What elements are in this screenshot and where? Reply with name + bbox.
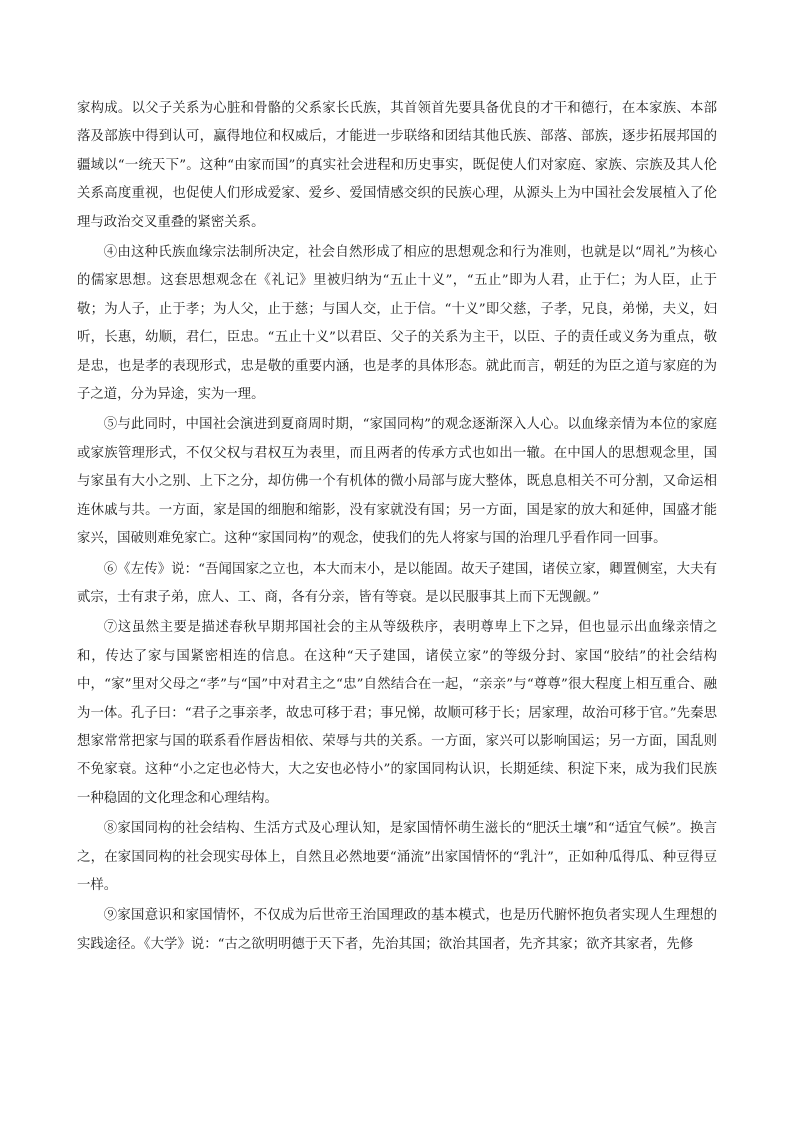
paragraph-8: ⑧家国同构的社会结构、生活方式及心理认知，是家国情怀萌生滋长的“肥沃土壤”和“适宜气候”。换言之，在家国同构的社会现实母体上，自然且必然地要“涌流”出家国情怀的“乳汁”，正如种瓜得瓜、种豆得豆一样。 (77, 821, 717, 893)
paragraph-4: ④由这种氏族血缘宗法制所决定，社会自然形成了相应的思想观念和行为准则，也就是以“周礼”为核心的儒家思想。这套思想观念在《礼记》里被归纳为“五止十义”，“五止”即为人君，止于仁；为人臣，止于敬；为人子，止于孝；为人父，止于慈；与国人交，止于信。“十义”即父慈，子孝，兄良，弟悌，夫义，妇听，长惠，幼顺，君仁，臣忠。“五止十义”以君臣、父子的关系为主干，以臣、子的责任或义务为重点，敬是忠，也是孝的表现形式，忠是敬的重要内涵，也是孝的具体形态。就此而言，朝廷的为臣之道与家庭的为子之道，分为异途，实为一理。 (77, 245, 717, 403)
paragraph-7: ⑦这虽然主要是描述春秋早期邦国社会的主从等级秩序，表明尊卑上下之异，但也显示出血缘亲情之和，传达了家与国紧密相连的信息。在这种“天子建国，诸侯立家”的等级分封、家国“胶结”的社会结构中，“家”里对父母之“孝”与“国”中对君主之“忠”自然结合在一起，“亲亲”与“尊尊”很大程度上相互重合、融为一体。孔子曰：“君子之事亲孝，故忠可移于君；事兄悌，故顺可移于长；居家理，故治可移于官。”先秦思想家常常把家与国的联系看作唇齿相依、荣辱与共的关系。一方面，家兴可以影响国运；另一方面，国乱则不免家衰。这种“小之定也必恃大，大之安也必恃小”的家国同构认识，长期延续、积淀下来，成为我们民族一种稳固的文化理念和心理结构。 (77, 620, 717, 806)
paragraph-continued: 家构成。以父子关系为心脏和骨骼的父系家长氏族，其首领首先要具备优良的才干和德行，在本家族、本部落及部族中得到认可，赢得地位和权威后，才能进一步联络和团结其他氏族、部落、部族，逐步拓展邦国的疆域以“一统天下”。这种“由家而国”的真实社会进程和历史事实，既促使人们对家庭、家族、宗族及其人伦关系高度重视，也促使人们形成爱家、爱乡、爱国情感交织的民族心理，从源头上为中国社会发展植入了伦理与政治交叉重叠的紧密关系。 (77, 101, 717, 230)
paragraph-6: ⑥《左传》说：“吾闻国家之立也，本大而末小，是以能固。故天子建国，诸侯立家，卿置侧室，大夫有贰宗，士有隶子弟，庶人、工、商，各有分亲，皆有等衰。是以民服事其上而下无觊觎。” (77, 561, 717, 605)
paragraph-9: ⑨家国意识和家国情怀，不仅成为后世帝王治国理政的基本模式，也是历代腑怀抱负者实现人生理想的实践途径。《大学》说：“古之欲明明德于天下者，先治其国；欲治其国者，先齐其家；欲齐其家者，先修 (77, 908, 717, 952)
paragraph-5: ⑤与此同时，中国社会演进到夏商周时期，“家国同构”的观念逐渐深入人心。以血缘亲情为本位的家庭或家族管理形式，不仅父权与君权互为表里，而且两者的传承方式也如出一辙。在中国人的思想观念里，国与家虽有大小之别、上下之分，却仿佛一个有机体的微小局部与庞大整体，既息息相关不可分割，又命运相连休戚与共。一方面，家是国的细胞和缩影，没有家就没有国；另一方面，国是家的放大和延伸，国盛才能家兴，国破则难免家亡。这种“家国同构”的观念，使我们的先人将家与国的治理几乎看作同一回事。 (77, 417, 717, 547)
document-page (77, 95, 717, 961)
